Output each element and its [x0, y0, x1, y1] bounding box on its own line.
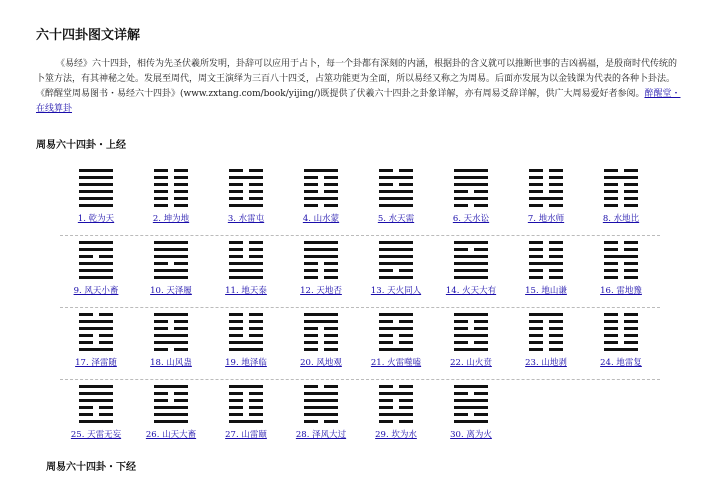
hexagram-cell[interactable]: [435, 308, 507, 378]
yin-line: [454, 327, 488, 330]
hexagram-cell[interactable]: [60, 164, 132, 234]
hexagram-symbol-icon[interactable]: [529, 241, 563, 283]
yin-line: [604, 169, 638, 172]
yin-line: [379, 334, 413, 337]
yang-line: [454, 269, 488, 272]
yin-line: [454, 341, 488, 344]
hexagram-link[interactable]: 26. 山天大畜: [145, 430, 197, 440]
yang-line: [454, 183, 488, 186]
yin-line: [304, 183, 338, 186]
yin-line: [604, 269, 638, 272]
hexagram-link[interactable]: 4. 山水蒙: [302, 214, 340, 224]
yin-line: [604, 248, 638, 251]
hexagram-cell[interactable]: [135, 236, 207, 306]
yin-line: [229, 406, 263, 409]
yin-line: [529, 183, 563, 186]
yang-line: [79, 327, 113, 330]
intro-text: 《易经》六十四卦，相传为先圣伏羲所发明，卦辞可以应用于占卜，每一个卦都有深刻的内涵，根据卦的含义就可以推断世事的吉凶祸福，是殷商时代传统的卜筮方法，有其神秘之处。发展至周代，周文王演绎为三百八十四爻，占筮功能更为全面，所以易经又称之为周易。后面亦发展为以金钱课为代表的各种卜卦法。 《醉醒堂周易图书・易经六十四卦》(www.zxtang.com/book/yijing/)既提供了伏羲六十四卦之卦象详解，亦有周易爻辞详解，供广大周易爱好者参阅。: [36, 59, 689, 99]
yin-line: [79, 313, 113, 316]
hexagram-link[interactable]: 18. 山风蛊: [150, 358, 192, 368]
hexagram-link[interactable]: 14. 火天大有: [445, 286, 497, 296]
yin-line: [454, 320, 488, 323]
yang-line: [529, 262, 563, 265]
yang-line: [79, 420, 113, 423]
hexagram-row: [60, 164, 660, 236]
yang-line: [454, 197, 488, 200]
hexagram-link[interactable]: 7. 地水师: [527, 214, 565, 224]
yin-line: [604, 320, 638, 323]
yang-line: [154, 413, 188, 416]
yang-line: [229, 269, 263, 272]
yin-line: [529, 204, 563, 207]
yin-line: [604, 313, 638, 316]
yin-line: [154, 183, 188, 186]
yang-line: [154, 276, 188, 279]
hexagram-symbol-icon[interactable]: [379, 241, 413, 283]
yin-line: [454, 413, 488, 416]
yang-line: [79, 169, 113, 172]
yin-line: [154, 348, 188, 351]
hexagram-symbol-icon[interactable]: [79, 385, 113, 427]
hexagram-link[interactable]: 12. 天地否: [300, 286, 342, 296]
section-heading-upper: 周易六十四卦・上经: [36, 140, 126, 151]
yang-line: [304, 320, 338, 323]
yin-line: [379, 399, 413, 402]
hexagram-link[interactable]: 30. 离为火: [450, 430, 492, 440]
hexagram-link[interactable]: 6. 天水讼: [452, 214, 490, 224]
yang-line: [379, 313, 413, 316]
hexagram-link[interactable]: 2. 坤为地: [152, 214, 190, 224]
hexagram-link[interactable]: 10. 天泽履: [150, 286, 192, 296]
yang-line: [229, 348, 263, 351]
hexagram-row: [60, 236, 660, 308]
hexagram-cell[interactable]: [510, 308, 582, 378]
yin-line: [229, 399, 263, 402]
yin-line: [454, 204, 488, 207]
hexagram-cell[interactable]: [585, 164, 657, 234]
hexagram-link[interactable]: 11. 地天泰: [225, 286, 267, 296]
hexagram-cell[interactable]: [135, 380, 207, 450]
yang-line: [379, 327, 413, 330]
yin-line: [229, 248, 263, 251]
hexagram-row: [60, 380, 660, 451]
yin-line: [229, 255, 263, 258]
yang-line: [79, 385, 113, 388]
hexagram-link[interactable]: 20. 风地观: [300, 358, 342, 368]
yang-line: [79, 176, 113, 179]
yang-line: [304, 313, 338, 316]
yang-line: [379, 190, 413, 193]
yang-line: [454, 176, 488, 179]
yin-line: [304, 327, 338, 330]
yang-line: [529, 197, 563, 200]
yang-line: [229, 341, 263, 344]
yang-line: [304, 255, 338, 258]
hexagram-cell[interactable]: [435, 380, 507, 450]
hexagram-cell[interactable]: [60, 236, 132, 306]
yang-line: [454, 169, 488, 172]
yang-line: [454, 399, 488, 402]
hexagram-symbol-icon[interactable]: [154, 241, 188, 283]
hexagram-cell[interactable]: [360, 236, 432, 306]
yin-line: [304, 348, 338, 351]
hexagram-cell[interactable]: [210, 164, 282, 234]
yin-line: [529, 276, 563, 279]
yang-line: [604, 348, 638, 351]
yin-line: [229, 320, 263, 323]
yang-line: [379, 276, 413, 279]
hexagram-link[interactable]: 25. 天雷无妄: [70, 430, 122, 440]
hexagram-symbol-icon[interactable]: [379, 313, 413, 355]
yang-line: [229, 385, 263, 388]
yin-line: [229, 241, 263, 244]
yang-line: [154, 248, 188, 251]
hexagram-symbol-icon[interactable]: [604, 241, 638, 283]
yin-line: [229, 197, 263, 200]
yin-line: [604, 190, 638, 193]
hexagram-symbol-icon[interactable]: [304, 169, 338, 211]
yin-line: [229, 169, 263, 172]
yang-line: [229, 262, 263, 265]
hexagram-cell[interactable]: [585, 308, 657, 378]
yang-line: [154, 406, 188, 409]
yin-line: [529, 334, 563, 337]
hexagram-cell[interactable]: [210, 380, 282, 450]
hexagram-cell[interactable]: [585, 236, 657, 306]
yang-line: [379, 262, 413, 265]
yang-line: [454, 255, 488, 258]
hexagram-symbol-icon[interactable]: [304, 385, 338, 427]
yang-line: [454, 262, 488, 265]
hexagram-link[interactable]: 15. 地山谦: [525, 286, 567, 296]
yin-line: [229, 327, 263, 330]
hexagram-symbol-icon[interactable]: [154, 385, 188, 427]
hexagram-symbol-icon[interactable]: [604, 313, 638, 355]
yang-line: [379, 204, 413, 207]
yang-line: [454, 348, 488, 351]
hexagram-link[interactable]: 9. 风天小畜: [73, 286, 119, 296]
yang-line: [379, 176, 413, 179]
yin-line: [304, 190, 338, 193]
hexagram-link[interactable]: 13. 天火同人: [370, 286, 422, 296]
yin-line: [604, 197, 638, 200]
yin-line: [529, 176, 563, 179]
yang-line: [79, 204, 113, 207]
yang-line: [229, 420, 263, 423]
yang-line: [304, 169, 338, 172]
hexagram-link[interactable]: 8. 水地比: [602, 214, 640, 224]
yang-line: [304, 413, 338, 416]
hexagram-link[interactable]: 3. 水雷屯: [227, 214, 265, 224]
yin-line: [529, 255, 563, 258]
yin-line: [79, 406, 113, 409]
yin-line: [379, 385, 413, 388]
hexagram-grid: [60, 164, 660, 451]
yin-line: [529, 348, 563, 351]
hexagram-symbol-icon[interactable]: [79, 313, 113, 355]
hexagram-link[interactable]: 5. 水天需: [377, 214, 415, 224]
yin-line: [229, 190, 263, 193]
hexagram-cell[interactable]: [510, 164, 582, 234]
page-title: 六十四卦图文详解: [36, 28, 141, 43]
hexagram-symbol-icon[interactable]: [379, 385, 413, 427]
hexagram-symbol-icon[interactable]: [79, 241, 113, 283]
yin-line: [604, 341, 638, 344]
yin-line: [229, 334, 263, 337]
yang-line: [79, 248, 113, 251]
yang-line: [604, 176, 638, 179]
hexagram-symbol-icon[interactable]: [154, 313, 188, 355]
hexagram-symbol-icon[interactable]: [229, 385, 263, 427]
hexagram-link[interactable]: 28. 泽风大过: [295, 430, 347, 440]
hexagram-cell[interactable]: [285, 380, 357, 450]
yang-line: [79, 276, 113, 279]
yang-line: [379, 197, 413, 200]
yang-line: [304, 406, 338, 409]
yang-line: [454, 385, 488, 388]
hexagram-symbol-icon[interactable]: [454, 169, 488, 211]
yang-line: [229, 204, 263, 207]
yang-line: [79, 197, 113, 200]
yin-line: [229, 313, 263, 316]
yin-line: [229, 183, 263, 186]
yin-line: [79, 341, 113, 344]
yang-line: [379, 392, 413, 395]
yin-line: [154, 262, 188, 265]
hexagram-cell[interactable]: [360, 308, 432, 378]
hexagram-cell[interactable]: [60, 380, 132, 450]
yang-line: [79, 262, 113, 265]
hexagram-cell[interactable]: [210, 236, 282, 306]
yang-line: [454, 334, 488, 337]
yin-line: [304, 420, 338, 423]
yang-line: [154, 255, 188, 258]
yin-line: [529, 248, 563, 251]
yang-line: [79, 269, 113, 272]
yang-line: [79, 348, 113, 351]
yang-line: [154, 269, 188, 272]
hexagram-symbol-icon[interactable]: [229, 313, 263, 355]
hexagram-link[interactable]: 1. 乾为天: [77, 214, 115, 224]
yang-line: [304, 399, 338, 402]
hexagram-symbol-icon[interactable]: [229, 241, 263, 283]
hexagram-link[interactable]: 17. 泽雷随: [75, 358, 117, 368]
yang-line: [454, 420, 488, 423]
yin-line: [154, 399, 188, 402]
yang-line: [79, 399, 113, 402]
yang-line: [154, 420, 188, 423]
yin-line: [604, 327, 638, 330]
yin-line: [229, 413, 263, 416]
yang-line: [454, 406, 488, 409]
yang-line: [379, 241, 413, 244]
hexagram-cell[interactable]: [435, 164, 507, 234]
yin-line: [154, 176, 188, 179]
yang-line: [79, 392, 113, 395]
yang-line: [304, 241, 338, 244]
yin-line: [529, 320, 563, 323]
hexagram-link[interactable]: 23. 山地剥: [525, 358, 567, 368]
yin-line: [529, 341, 563, 344]
yin-line: [304, 276, 338, 279]
yin-line: [604, 334, 638, 337]
hexagram-link[interactable]: 19. 地泽临: [225, 358, 267, 368]
yin-line: [154, 197, 188, 200]
yin-line: [379, 320, 413, 323]
yang-line: [304, 197, 338, 200]
hexagram-cell[interactable]: [135, 308, 207, 378]
hexagram-link[interactable]: 22. 山火贲: [450, 358, 492, 368]
hexagram-cell[interactable]: [435, 236, 507, 306]
yin-line: [454, 248, 488, 251]
yang-line: [229, 276, 263, 279]
yang-line: [454, 241, 488, 244]
hexagram-link[interactable]: 27. 山雷颐: [225, 430, 267, 440]
yin-line: [379, 341, 413, 344]
hexagram-symbol-icon[interactable]: [79, 169, 113, 211]
yin-line: [304, 385, 338, 388]
yin-line: [604, 183, 638, 186]
hexagram-link[interactable]: 24. 地雷复: [600, 358, 642, 368]
yang-line: [379, 348, 413, 351]
hexagram-cell[interactable]: [285, 308, 357, 378]
yin-line: [529, 327, 563, 330]
hexagram-symbol-icon[interactable]: [529, 313, 563, 355]
yang-line: [154, 241, 188, 244]
yang-line: [604, 255, 638, 258]
yang-line: [304, 392, 338, 395]
yin-line: [604, 276, 638, 279]
hexagram-cell[interactable]: [285, 164, 357, 234]
hexagram-cell[interactable]: [60, 308, 132, 378]
yang-line: [154, 385, 188, 388]
hexagram-link[interactable]: 21. 火雷噬嗑: [370, 358, 422, 368]
hexagram-symbol-icon[interactable]: [454, 385, 488, 427]
hexagram-row: [60, 308, 660, 380]
hexagram-symbol-icon[interactable]: [529, 169, 563, 211]
yin-line: [79, 255, 113, 258]
yang-line: [229, 176, 263, 179]
hexagram-link[interactable]: 29. 坎为水: [375, 430, 417, 440]
yin-line: [379, 169, 413, 172]
yin-line: [304, 269, 338, 272]
hexagram-symbol-icon[interactable]: [454, 313, 488, 355]
yin-line: [529, 169, 563, 172]
yang-line: [79, 320, 113, 323]
hexagram-link[interactable]: 16. 雷地豫: [600, 286, 642, 296]
yin-line: [379, 183, 413, 186]
yin-line: [154, 320, 188, 323]
yang-line: [154, 334, 188, 337]
yin-line: [154, 169, 188, 172]
yin-line: [604, 262, 638, 265]
yang-line: [379, 255, 413, 258]
yin-line: [379, 420, 413, 423]
hexagram-symbol-icon[interactable]: [604, 169, 638, 211]
hexagram-cell[interactable]: [285, 236, 357, 306]
yin-line: [229, 392, 263, 395]
hexagram-symbol-icon[interactable]: [154, 169, 188, 211]
yin-line: [304, 204, 338, 207]
yin-line: [379, 269, 413, 272]
yin-line: [529, 190, 563, 193]
yin-line: [454, 190, 488, 193]
yin-line: [79, 334, 113, 337]
yin-line: [304, 334, 338, 337]
yin-line: [304, 341, 338, 344]
yin-line: [454, 392, 488, 395]
yin-line: [79, 413, 113, 416]
yin-line: [154, 327, 188, 330]
hexagram-symbol-icon[interactable]: [229, 169, 263, 211]
yang-line: [379, 413, 413, 416]
yin-line: [529, 241, 563, 244]
yin-line: [304, 262, 338, 265]
yin-line: [154, 392, 188, 395]
hexagram-cell[interactable]: [360, 164, 432, 234]
hexagram-symbol-icon[interactable]: [304, 241, 338, 283]
yang-line: [304, 248, 338, 251]
yang-line: [79, 183, 113, 186]
yang-line: [154, 313, 188, 316]
yin-line: [529, 269, 563, 272]
hexagram-symbol-icon[interactable]: [304, 313, 338, 355]
hexagram-cell[interactable]: [360, 380, 432, 450]
yang-line: [79, 241, 113, 244]
online-divination-link[interactable]: 醉醒堂・在线算卦: [36, 89, 681, 114]
yin-line: [154, 204, 188, 207]
hexagram-cell[interactable]: [135, 164, 207, 234]
yin-line: [604, 241, 638, 244]
yin-line: [154, 190, 188, 193]
yang-line: [454, 276, 488, 279]
hexagram-cell[interactable]: [210, 308, 282, 378]
yang-line: [529, 313, 563, 316]
section-heading-lower: 周易六十四卦・下经: [46, 462, 136, 473]
yin-line: [304, 176, 338, 179]
yang-line: [79, 190, 113, 193]
yang-line: [454, 313, 488, 316]
hexagram-cell[interactable]: [510, 236, 582, 306]
intro-paragraph: [36, 57, 689, 117]
yin-line: [604, 204, 638, 207]
yang-line: [154, 341, 188, 344]
yin-line: [379, 406, 413, 409]
yang-line: [379, 248, 413, 251]
hexagram-symbol-icon[interactable]: [454, 241, 488, 283]
hexagram-symbol-icon[interactable]: [379, 169, 413, 211]
